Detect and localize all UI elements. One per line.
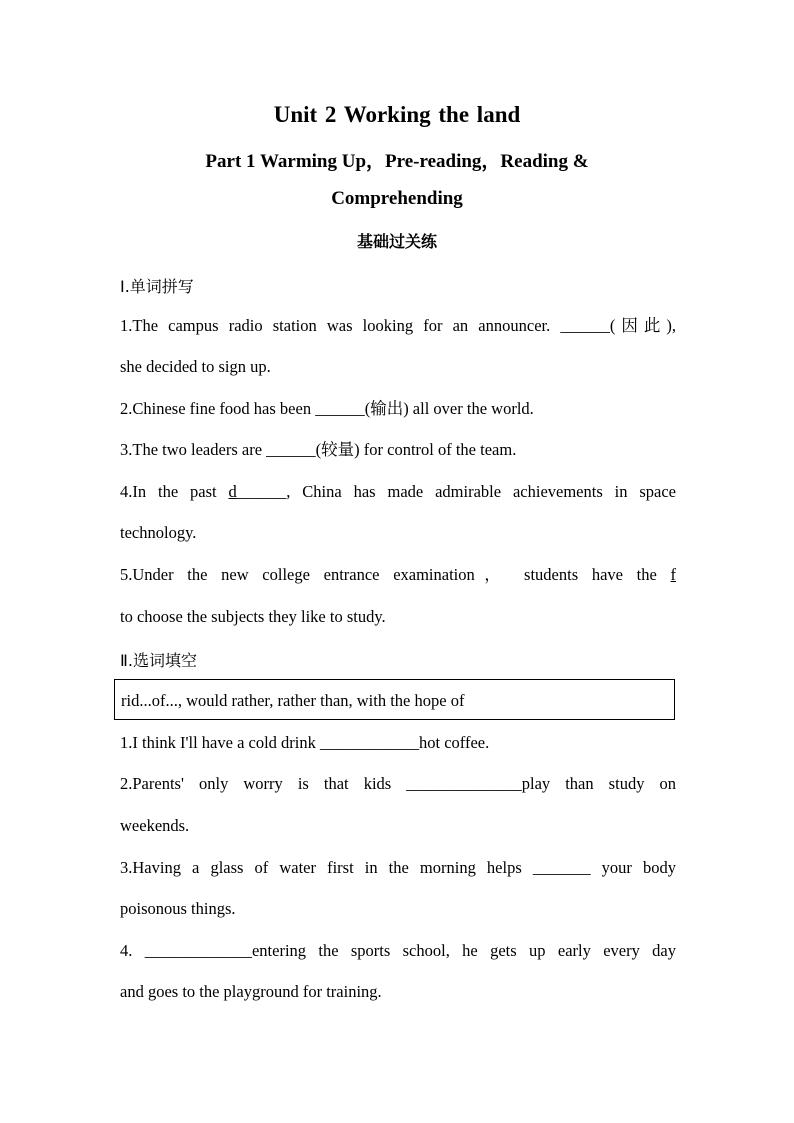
section-1-question-3: 3.The two leaders are ______(较量) for control of the team. [120, 440, 517, 459]
section-1-question-5-line-2: to choose the subjects they like to study. [120, 607, 386, 626]
section-1-question-1-line-1: 1.The campus radio station was looking for an announcer. ______(因此), [120, 316, 676, 335]
unit-title: Unit 2 Working the land [273, 102, 521, 127]
section-1-question-2: 2.Chinese fine food has been ______(输出) all over the world. [120, 399, 534, 418]
part-title-line-1: Part 1 Warming Up，Pre-reading，Reading & [205, 151, 589, 172]
question-4-hint-letter: d [228, 482, 237, 501]
section-1-question-4-line-2: technology. [120, 523, 197, 542]
exercise-subtitle: 基础过关练 [356, 232, 437, 251]
section-2-question-3-line-1: 3.Having a glass of water first in the morning helps _______ your body [120, 858, 676, 877]
question-4-text-start: 4.In the past [120, 482, 229, 501]
question-5-hint-letter: f [670, 565, 676, 584]
part-title-line-2: Comprehending [331, 188, 463, 209]
word-bank-box [114, 679, 675, 720]
section-2-question-1: 1.I think I'll have a cold drink ____________hot coffee. [120, 733, 490, 752]
word-bank-text: rid...of..., would rather, rather than, with the hope of [121, 691, 465, 710]
section-1-question-5-line-1 [120, 565, 676, 585]
section-2-heading: Ⅱ.选词填空 [120, 651, 197, 670]
section-1-question-4-line-1 [120, 482, 676, 502]
section-2-question-3-line-2: poisonous things. [120, 899, 236, 918]
section-2-question-2-line-1: 2.Parents' only worry is that kids ______________play than study on [120, 774, 676, 793]
question-5-text-start: 5.Under the new college entrance examination， students have the [120, 565, 671, 584]
section-2-question-2-line-2: weekends. [120, 816, 190, 835]
section-2-question-4-line-2: and goes to the playground for training. [120, 982, 382, 1001]
section-1-heading: Ⅰ.单词拼写 [120, 277, 194, 296]
section-1-question-1-line-2: she decided to sign up. [120, 357, 271, 376]
section-2-question-4-line-1: 4. _____________entering the sports school, he gets up early every day [120, 941, 676, 960]
question-4-text-end: ______, China has made admirable achievements in space [236, 482, 677, 501]
